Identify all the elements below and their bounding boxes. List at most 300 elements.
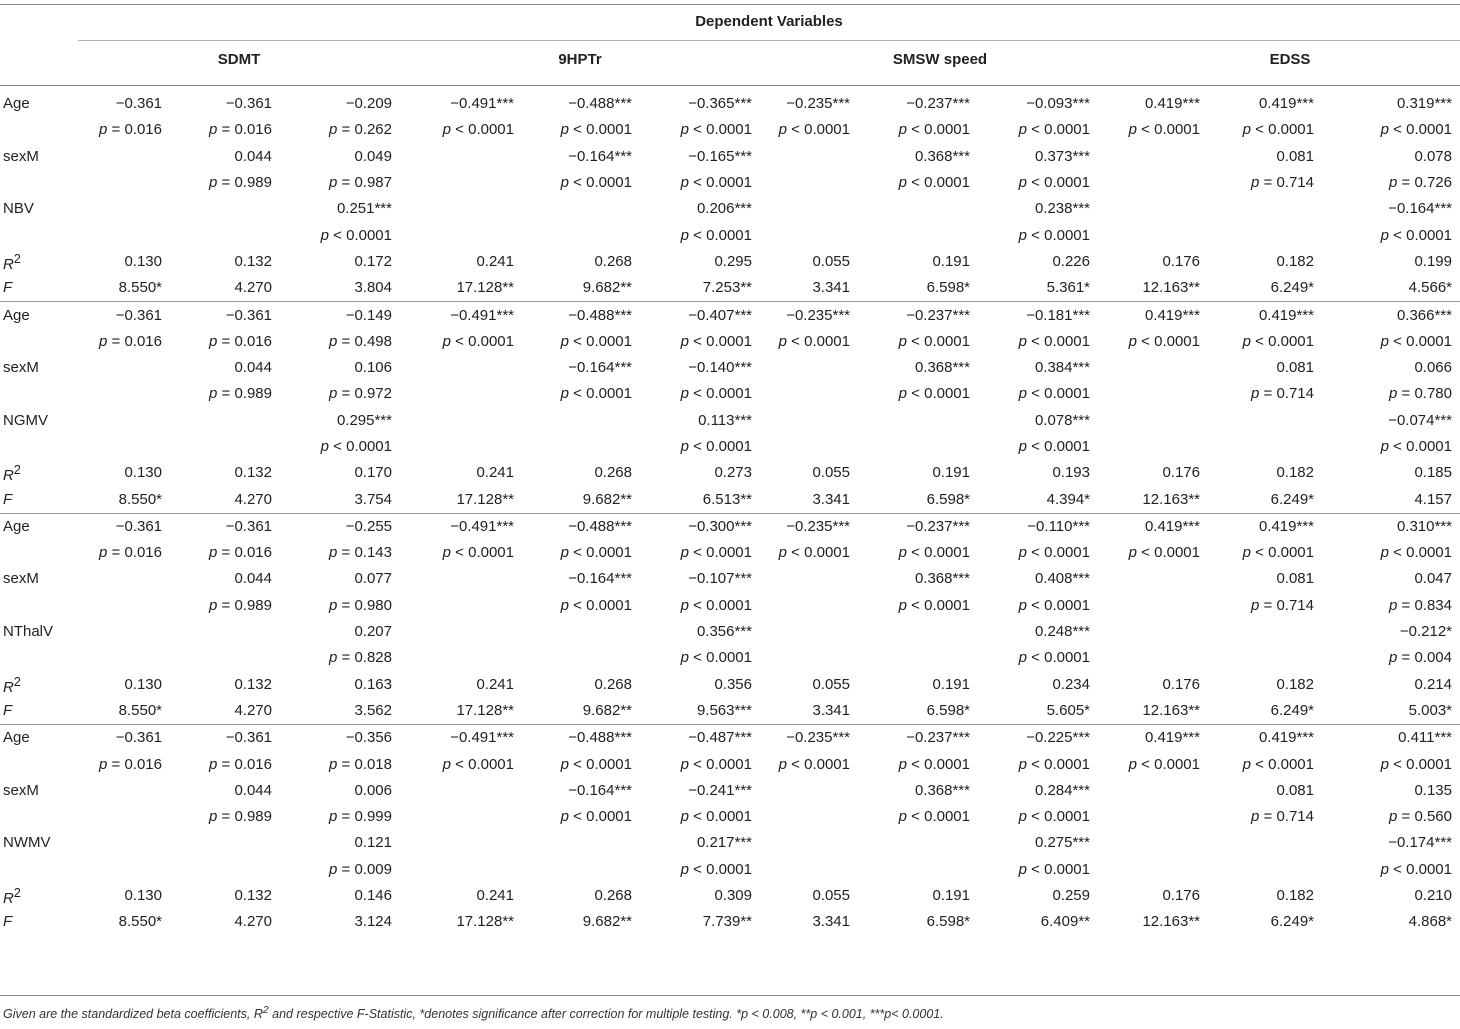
table-cell: p = 0.009	[329, 860, 392, 878]
table-cell	[760, 778, 858, 804]
table-cell: p < 0.0001	[680, 226, 752, 244]
dependent-variables-title: Dependent Variables	[695, 13, 843, 30]
table-cell: p < 0.0001	[898, 808, 970, 826]
table-cell: p < 0.0001	[680, 860, 752, 878]
table-cell: 3.341	[812, 701, 850, 719]
table-cell: p < 0.0001	[1380, 332, 1452, 350]
table-cell: p < 0.0001	[1018, 385, 1090, 403]
table-cell: 8.550*	[118, 913, 162, 931]
table-cell	[400, 593, 522, 619]
table-cell: −0.107***	[688, 570, 752, 588]
table-cell: 0.077	[354, 570, 392, 588]
table-cell	[78, 619, 170, 645]
table-cell: −0.361	[225, 95, 272, 113]
table-cell: p < 0.0001	[680, 649, 752, 667]
table-cell: 0.081	[1276, 359, 1314, 377]
table-cell	[1098, 593, 1208, 619]
table-cell: 0.408***	[1034, 570, 1090, 588]
table-row	[0, 909, 1460, 935]
table-cell: p = 0.828	[329, 649, 392, 667]
dependent-variables-rule	[78, 40, 1460, 41]
table-cell: p < 0.0001	[1242, 755, 1314, 773]
table-cell: p = 0.016	[209, 332, 272, 350]
table-cell: 5.361*	[1046, 279, 1090, 297]
table-cell: 0.182	[1276, 887, 1314, 905]
row-label: $R^2$	[3, 463, 21, 485]
table-row	[0, 381, 1460, 407]
table-cell: p = 0.560	[1389, 808, 1452, 826]
table-cell: 0.268	[594, 675, 632, 693]
table-cell	[1098, 645, 1208, 671]
table-cell: p < 0.0001	[560, 596, 632, 614]
table-cell: p < 0.0001	[1128, 332, 1200, 350]
row-label	[0, 593, 78, 619]
table-cell	[522, 857, 640, 883]
table-cell: p < 0.0001	[778, 755, 850, 773]
table-cell: p = 0.999	[329, 808, 392, 826]
table-cell: p < 0.0001	[778, 332, 850, 350]
table-cell: 0.044	[234, 781, 272, 799]
table-cell	[858, 222, 978, 248]
table-cell: 0.419***	[1144, 95, 1200, 113]
table-cell: p < 0.0001	[1018, 332, 1090, 350]
table-cell: 0.176	[1162, 887, 1200, 905]
table-cell: 0.214	[1414, 675, 1452, 693]
table-cell	[78, 196, 170, 222]
table-row	[0, 645, 1460, 671]
table-cell	[400, 434, 522, 460]
table-cell: 3.754	[354, 490, 392, 508]
row-label: $R^2$	[3, 886, 21, 908]
table-cell: p < 0.0001	[680, 438, 752, 455]
table-cell: 0.241	[476, 675, 514, 693]
table-row	[0, 196, 1460, 222]
table-cell: 3.562	[354, 701, 392, 719]
table-cell: 0.268	[594, 887, 632, 905]
table-cell: 0.191	[932, 252, 970, 270]
table-row	[0, 540, 1460, 566]
table-cell: 17.128**	[456, 913, 514, 931]
table-cell	[170, 408, 280, 434]
table-cell: 0.191	[932, 464, 970, 482]
table-cell: p < 0.0001	[680, 755, 752, 773]
table-cell	[1098, 804, 1208, 830]
table-cell	[760, 619, 858, 645]
table-cell: −0.181***	[978, 302, 1098, 329]
table-cell: p < 0.0001	[1242, 544, 1314, 562]
table-cell: 6.409**	[1040, 913, 1090, 931]
table-cell: 5.605*	[1046, 701, 1090, 719]
table-cell	[1208, 434, 1322, 460]
table-cell: 6.249*	[1270, 490, 1314, 508]
table-cell	[400, 645, 522, 671]
table-cell: p < 0.0001	[560, 808, 632, 826]
table-cell: 0.193	[1052, 464, 1090, 482]
table-cell: 0.006	[354, 781, 392, 799]
table-cell	[78, 170, 170, 196]
row-label: sexM	[3, 359, 39, 377]
table-cell: p < 0.0001	[1018, 596, 1090, 614]
table-cell: 0.176	[1162, 675, 1200, 693]
table-cell: −0.365***	[688, 95, 752, 113]
table-cell: 0.113***	[698, 411, 752, 429]
table-cell	[400, 778, 522, 804]
table-row	[0, 434, 1460, 460]
table-cell: −0.361	[115, 95, 162, 113]
row-label: F	[3, 279, 13, 297]
table-cell: p < 0.0001	[560, 755, 632, 773]
table-cell	[522, 222, 640, 248]
table-cell: 0.182	[1276, 464, 1314, 482]
table-cell: 0.081	[1276, 570, 1314, 588]
table-cell: 4.566*	[1408, 279, 1452, 297]
table-cell: p = 0.989	[209, 385, 272, 403]
table-cell: 12.163**	[1142, 279, 1200, 297]
table-cell: 3.804	[354, 279, 392, 297]
table-cell: 4.270	[234, 913, 272, 931]
table-cell	[1208, 196, 1322, 222]
table-cell: p < 0.0001	[560, 121, 632, 139]
table-cell	[78, 857, 170, 883]
table-cell: p = 0.016	[99, 121, 162, 139]
table-row	[0, 778, 1460, 804]
table-cell: −0.212*	[1399, 623, 1452, 641]
table-cell: 0.130	[124, 464, 162, 482]
table-cell: 0.419***	[1098, 513, 1208, 540]
table-cell: −0.241***	[688, 781, 752, 799]
table-cell: 0.191	[932, 675, 970, 693]
table-cell: 0.356***	[696, 623, 752, 641]
table-cell: −0.237***	[906, 95, 970, 113]
table-row	[0, 486, 1460, 513]
row-label	[0, 751, 78, 777]
table-cell: 8.550*	[118, 701, 162, 719]
row-label: Age	[0, 513, 78, 540]
table-cell: 6.598*	[926, 701, 970, 719]
table-cell: 0.135	[1414, 781, 1452, 799]
table-top-rule	[0, 4, 1460, 5]
group-header-9hptr: 9HPTr	[558, 51, 602, 68]
table-cell: 4.157	[1414, 490, 1452, 508]
table-cell: 0.268	[594, 252, 632, 270]
table-cell: 0.146	[354, 887, 392, 905]
table-cell	[760, 196, 858, 222]
group-header-smsw-speed: SMSW speed	[892, 51, 988, 68]
table-cell: 0.170	[354, 464, 392, 482]
table-cell: 3.124	[354, 913, 392, 931]
table-cell	[760, 566, 858, 592]
table-cell	[760, 408, 858, 434]
table-cell: 0.366***	[1322, 302, 1460, 329]
table-cell: 6.598*	[926, 913, 970, 931]
table-cell	[1098, 381, 1208, 407]
table-cell: 0.176	[1162, 464, 1200, 482]
table-cell	[858, 434, 978, 460]
table-cell: −0.237***	[858, 513, 978, 540]
table-cell: p < 0.0001	[680, 332, 752, 350]
table-cell: 17.128**	[456, 279, 514, 297]
table-cell: 0.132	[234, 464, 272, 482]
table-cell: p < 0.0001	[560, 174, 632, 192]
row-label: F	[3, 701, 13, 719]
table-cell: 0.081	[1276, 147, 1314, 165]
table-cell: 6.513**	[702, 490, 752, 508]
table-cell	[760, 804, 858, 830]
table-cell: 9.682**	[582, 913, 632, 931]
table-cell	[858, 645, 978, 671]
table-cell: 6.249*	[1270, 279, 1314, 297]
table-cell: p = 0.143	[329, 544, 392, 562]
table-cell: 0.356	[714, 675, 752, 693]
row-label: NGMV	[3, 411, 48, 429]
table-cell: −0.174***	[1388, 834, 1452, 852]
table-cell: 0.259	[1052, 887, 1090, 905]
table-cell: −0.235***	[760, 513, 858, 540]
table-cell: p < 0.0001	[1018, 174, 1090, 192]
row-label: sexM	[3, 147, 39, 165]
table-cell: p < 0.0001	[1018, 438, 1090, 455]
table-cell: −0.140***	[688, 359, 752, 377]
table-cell: p = 0.989	[209, 808, 272, 826]
table-cell: −0.164***	[568, 781, 632, 799]
row-label	[0, 329, 78, 355]
row-label	[0, 645, 78, 671]
table-cell: 0.319***	[1396, 95, 1452, 113]
table-row	[0, 672, 1460, 698]
row-label: NThalV	[3, 623, 54, 641]
table-cell: 0.132	[234, 675, 272, 693]
table-cell: 0.238***	[1034, 200, 1090, 218]
row-label	[0, 222, 78, 248]
table-cell	[522, 196, 640, 222]
table-row	[0, 566, 1460, 592]
table-cell	[760, 381, 858, 407]
table-cell: 12.163**	[1142, 913, 1200, 931]
table-cell: 0.241	[476, 252, 514, 270]
table-cell	[1098, 778, 1208, 804]
table-row	[0, 355, 1460, 381]
table-cell: 0.055	[812, 464, 850, 482]
table-cell: −0.361	[170, 725, 280, 752]
row-label: Age	[3, 95, 30, 113]
table-cell	[1098, 857, 1208, 883]
table-cell	[1208, 857, 1322, 883]
table-cell: p < 0.0001	[442, 544, 514, 562]
table-cell: −0.235***	[760, 725, 858, 752]
table-cell: p < 0.0001	[560, 544, 632, 562]
table-cell: 0.044	[234, 359, 272, 377]
table-cell	[170, 196, 280, 222]
table-cell: p < 0.0001	[680, 596, 752, 614]
table-cell: −0.300***	[640, 513, 760, 540]
table-cell	[78, 408, 170, 434]
table-cell: −0.225***	[978, 725, 1098, 752]
table-cell: 0.055	[812, 887, 850, 905]
table-cell	[1098, 355, 1208, 381]
table-cell	[78, 566, 170, 592]
table-row	[0, 725, 1460, 752]
table-cell: 0.130	[124, 887, 162, 905]
table-cell: p < 0.0001	[1128, 121, 1200, 139]
table-row	[0, 751, 1460, 777]
table-cell: 7.253**	[702, 279, 752, 297]
table-row	[0, 593, 1460, 619]
table-cell: −0.237***	[858, 302, 978, 329]
table-row	[0, 144, 1460, 170]
table-cell: p = 0.780	[1389, 385, 1452, 403]
table-cell: p = 0.016	[99, 332, 162, 350]
table-cell	[1098, 566, 1208, 592]
table-cell: 8.550*	[118, 490, 162, 508]
table-cell: −0.361	[78, 513, 170, 540]
table-cell: p = 0.016	[209, 121, 272, 139]
table-cell	[760, 830, 858, 856]
header-bottom-rule	[0, 85, 1460, 86]
row-label	[0, 381, 78, 407]
table-cell: −0.407***	[640, 302, 760, 329]
table-cell: 0.078***	[1034, 411, 1090, 429]
table-cell: 0.368***	[914, 359, 970, 377]
table-cell: −0.487***	[640, 725, 760, 752]
table-cell: p < 0.0001	[320, 438, 392, 455]
table-cell: p < 0.0001	[1018, 755, 1090, 773]
table-cell: p = 0.726	[1389, 174, 1452, 192]
table-cell: 3.341	[812, 913, 850, 931]
table-cell: p = 0.016	[209, 755, 272, 773]
table-cell: 6.249*	[1270, 701, 1314, 719]
table-cell	[400, 857, 522, 883]
table-cell: 0.132	[234, 252, 272, 270]
table-cell: 0.132	[234, 887, 272, 905]
table-row	[0, 698, 1460, 725]
table-cell: p < 0.0001	[442, 332, 514, 350]
table-cell: 0.241	[476, 887, 514, 905]
table-cell	[1098, 170, 1208, 196]
table-cell	[78, 355, 170, 381]
table-cell: 0.207	[354, 623, 392, 641]
table-cell	[400, 830, 522, 856]
table-cell: 6.249*	[1270, 913, 1314, 931]
table-cell: −0.491***	[450, 95, 514, 113]
table-cell	[1098, 222, 1208, 248]
table-cell: 0.199	[1414, 252, 1452, 270]
table-cell: 7.739**	[702, 913, 752, 931]
table-cell: p = 0.016	[209, 544, 272, 562]
table-row	[0, 91, 1460, 117]
table-cell	[522, 619, 640, 645]
table-row	[0, 408, 1460, 434]
row-label: F	[3, 913, 13, 931]
table-cell	[78, 593, 170, 619]
table-cell: 0.206***	[696, 200, 752, 218]
table-cell	[1098, 408, 1208, 434]
table-cell: 0.419***	[1208, 725, 1322, 752]
table-cell: 0.309	[714, 887, 752, 905]
table-cell: p < 0.0001	[680, 385, 752, 403]
row-label: F	[3, 490, 13, 508]
table-cell	[78, 645, 170, 671]
table-cell: 0.047	[1414, 570, 1452, 588]
table-cell	[760, 593, 858, 619]
table-row	[0, 275, 1460, 302]
table-cell: p = 0.018	[329, 755, 392, 773]
table-cell: 0.273	[714, 464, 752, 482]
table-cell: −0.361	[78, 302, 170, 329]
table-cell	[400, 144, 522, 170]
table-cell: p < 0.0001	[1380, 226, 1452, 244]
table-cell	[760, 170, 858, 196]
table-cell: −0.093***	[1026, 95, 1090, 113]
table-cell	[522, 408, 640, 434]
table-cell: 0.044	[234, 570, 272, 588]
table-cell: p = 0.714	[1251, 385, 1314, 403]
table-cell	[78, 434, 170, 460]
table-cell	[400, 355, 522, 381]
table-cell: −0.361	[170, 302, 280, 329]
table-cell	[1208, 645, 1322, 671]
table-cell: 0.284***	[1034, 781, 1090, 799]
table-cell: 0.295***	[336, 411, 392, 429]
table-cell: 9.682**	[582, 279, 632, 297]
table-cell: 5.003*	[1408, 701, 1452, 719]
table-cell: 0.176	[1162, 252, 1200, 270]
table-cell	[400, 170, 522, 196]
table-cell: −0.237***	[858, 725, 978, 752]
row-label	[0, 804, 78, 830]
table-cell	[400, 619, 522, 645]
table-cell: p < 0.0001	[560, 332, 632, 350]
table-row	[0, 619, 1460, 645]
table-cell	[858, 830, 978, 856]
table-cell	[1098, 196, 1208, 222]
table-cell	[170, 434, 280, 460]
table-cell: 0.384***	[1034, 359, 1090, 377]
table-cell: p < 0.0001	[778, 544, 850, 562]
table-cell	[760, 857, 858, 883]
table-cell: p < 0.0001	[680, 808, 752, 826]
table-cell: 0.217***	[696, 834, 752, 852]
table-cell: −0.164***	[1388, 200, 1452, 218]
table-cell	[1208, 830, 1322, 856]
regression-table	[0, 91, 1460, 936]
row-label	[0, 117, 78, 143]
table-cell: 0.251***	[336, 200, 392, 218]
row-label: NBV	[3, 200, 34, 218]
table-cell: p < 0.0001	[1128, 544, 1200, 562]
table-cell: 12.163**	[1142, 490, 1200, 508]
table-cell	[760, 434, 858, 460]
table-cell: −0.165***	[688, 147, 752, 165]
table-cell: 0.191	[932, 887, 970, 905]
table-cell: 3.341	[812, 279, 850, 297]
table-cell	[1098, 144, 1208, 170]
row-label	[0, 857, 78, 883]
table-cell: −0.209	[345, 95, 392, 113]
table-cell	[1208, 222, 1322, 248]
table-row	[0, 117, 1460, 143]
table-cell	[78, 778, 170, 804]
row-label: sexM	[3, 781, 39, 799]
table-cell: p = 0.714	[1251, 596, 1314, 614]
table-cell: p < 0.0001	[898, 596, 970, 614]
table-row	[0, 460, 1460, 486]
table-cell: 0.055	[812, 675, 850, 693]
table-row	[0, 329, 1460, 355]
table-cell: −0.149	[280, 302, 400, 329]
table-cell: 0.295	[714, 252, 752, 270]
table-cell: p < 0.0001	[778, 121, 850, 139]
table-cell: 0.373***	[1034, 147, 1090, 165]
